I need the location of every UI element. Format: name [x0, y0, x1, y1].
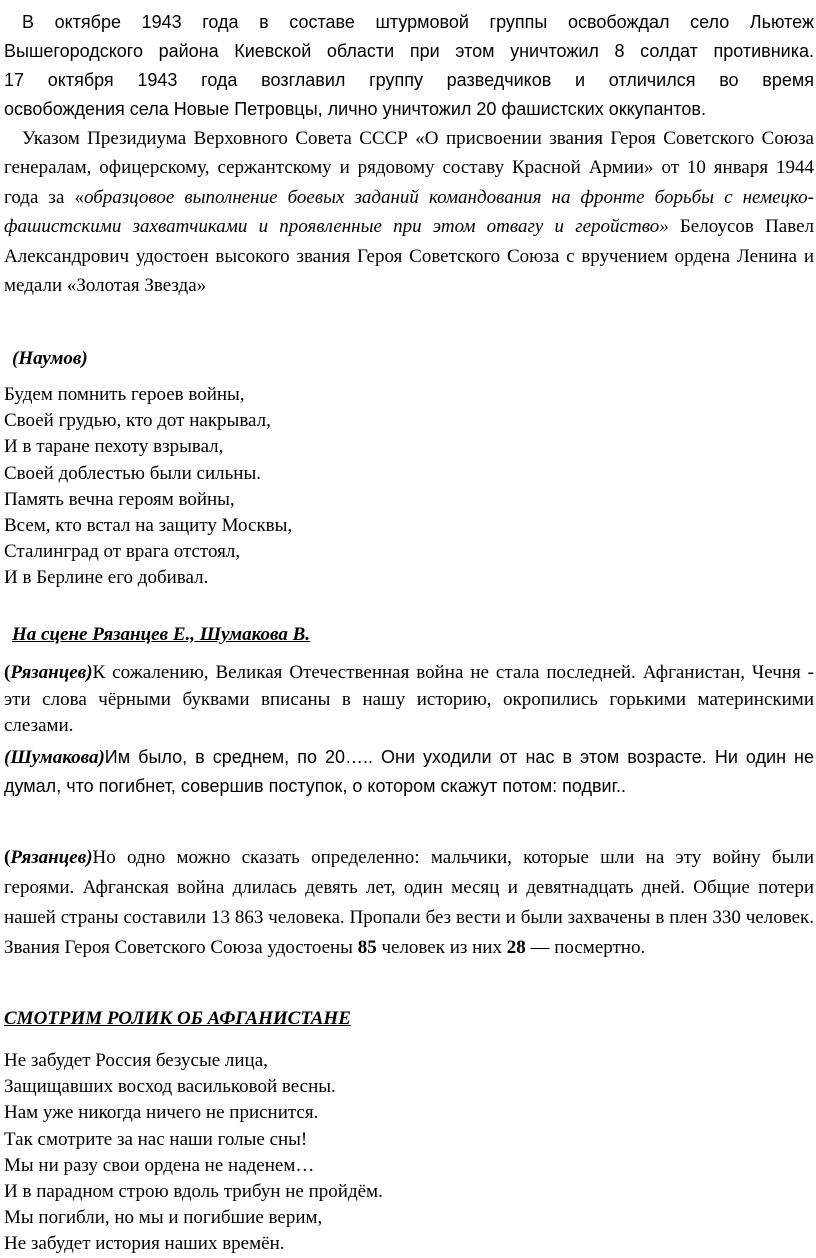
stage-heading: На сцене Рязанцев Е., Шумакова В. — [12, 624, 311, 645]
poem-line: И в парадном строю вдоль трибун не пройдём. — [4, 1181, 383, 1203]
speech-text: — посмертно. — [525, 937, 646, 958]
ryazantsev-paragraph-2 — [4, 843, 814, 963]
speech-text: человек из них — [376, 937, 507, 958]
poem-line: Мы ни разу свои ордена не наденем… — [4, 1154, 315, 1176]
shumakova-paragraph — [4, 743, 814, 801]
text-line: Вышегородского района Киевской области при этом уничтожил 8 солдат противника. — [4, 41, 814, 61]
poem-line: Не забудет история наших времён. — [4, 1233, 285, 1255]
poem-line: Защищавших восход васильковой весны. — [4, 1076, 336, 1098]
speaker-bracket: ( — [4, 662, 11, 683]
poem-line: И в Берлине его добивал. — [4, 567, 209, 589]
ryazantsev-paragraph-1 — [4, 660, 814, 740]
poem-line: Мы погибли, но мы и погибшие верим, — [4, 1207, 323, 1229]
speaker-bracket: ( — [4, 847, 11, 868]
heroes-count: 85 — [357, 937, 377, 958]
poem-line: Так смотрите за нас наши голые сны! — [4, 1128, 308, 1150]
poem-line: Всем, кто встал на защиту Москвы, — [4, 515, 293, 537]
speech-text: Им было, в среднем, по 20….. Они уходили от нас в этом возрасте. Ни один не думал, что погибнет, совершив поступок, о котором скажут потом: подвиг.. — [4, 747, 814, 796]
poem-line: Своей доблестью были сильны. — [4, 462, 261, 484]
decree-quote: образцовое выполнение боевых заданий командования на фронте борьбы с немецко-фашистскими захватчиками и проявленные при этом отвагу и геройство» — [4, 186, 815, 238]
decree-result: Белоусов Павел Александрович удостоен высокого звания Героя Советского Союза с вручением ордена Ленина и медали «Золотая Звезда» — [4, 216, 814, 297]
poem-line: Нам уже никогда ничего не приснится. — [4, 1102, 319, 1124]
poem-line: И в таране пехоту взрывал, — [4, 436, 224, 458]
posthumous-count: 28 — [506, 937, 526, 958]
speaker-ryazantsev: Рязанцев) — [10, 662, 93, 683]
poem-line: Память вечна героям войны, — [4, 488, 235, 510]
text-line: В октябре 1943 года в составе штурмовой группы освобождал село Льютеж — [22, 12, 814, 32]
decree-text: Указом Президиума Верховного Совета СССР «О присвоении звания Героя Советского Союза генералам, офицерскому, сержантскому и рядовому составу Красной Армии» от 10 января 1944 года за « — [4, 128, 814, 208]
poem-line: Не забудет Россия безусые лица, — [4, 1050, 268, 1071]
poem-line: Будем помнить героев войны, — [4, 384, 245, 405]
award-decree-paragraph — [4, 124, 814, 300]
speaker-naumov: (Наумов) — [12, 348, 88, 369]
poem-heroes-of-war — [4, 382, 292, 592]
poem-line: Своей грудью, кто дот накрывал, — [4, 410, 271, 432]
poem-line: Сталинград от врага отстоял, — [4, 541, 241, 563]
speaker-ryazantsev: Рязанцев) — [10, 847, 93, 868]
text-line: освобождения села Новые Петровцы, лично уничтожил 20 фашистских оккупантов. — [4, 99, 706, 119]
speaker-shumakova: (Шумакова) — [4, 747, 105, 768]
poem-russia-will-not-forget — [4, 1048, 383, 1258]
text-line: 17 октября 1943 года возглавил группу разведчиков и отличился во время — [4, 70, 814, 90]
video-heading: СМОТРИМ РОЛИК ОБ АФГАНИСТАНЕ — [4, 1008, 351, 1029]
speech-text: К сожалению, Великая Отечественная война не стала последней. Афганистан, Чечня - эти слова чёрными буквами вписаны в нашу историю, окропились горькими материнскими слезами. — [4, 662, 814, 736]
biography-paragraph-1 — [4, 8, 814, 124]
speech-text: Но одно можно сказать определенно: мальчики, которые шли на эту войну были героями. Афганская война длилась девять лет, один месяц и девятнадцать дней. Общие потери нашей страны составили 13 863 человека. Пропали без вести и были захвачены в плен 330 человек. Звания Героя Советского Союза удостоены — [4, 847, 814, 958]
